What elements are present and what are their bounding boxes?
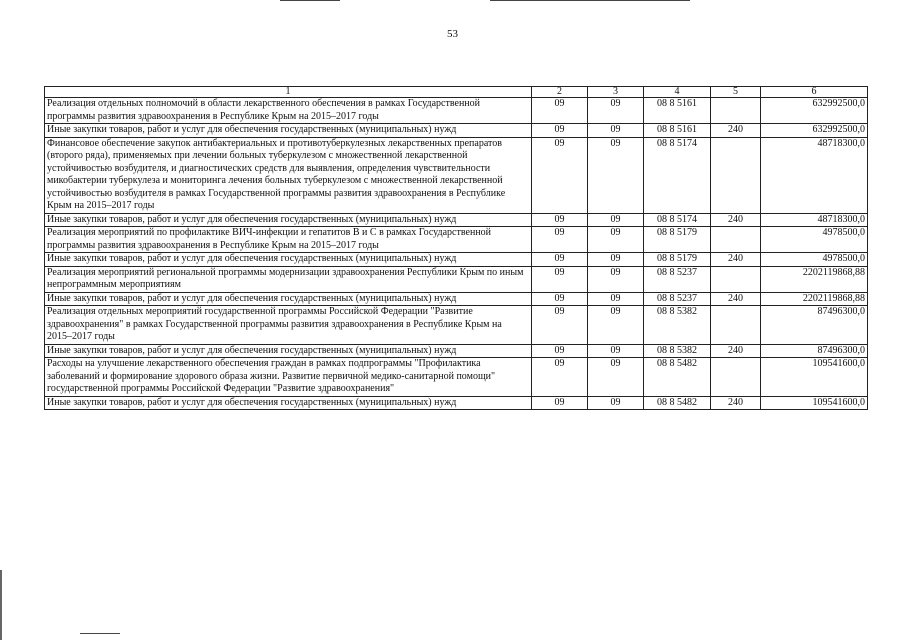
row-c3: 09 <box>588 306 644 345</box>
row-c3: 09 <box>588 213 644 227</box>
row-c2: 09 <box>532 253 588 267</box>
row-c3: 09 <box>588 227 644 253</box>
bottom-rule <box>80 633 120 634</box>
row-c4: 08 8 5161 <box>644 124 711 138</box>
row-c3: 09 <box>588 266 644 292</box>
row-c5 <box>711 137 761 213</box>
row-c3: 09 <box>588 137 644 213</box>
row-amount: 632992500,0 <box>761 98 868 124</box>
row-c5: 240 <box>711 344 761 358</box>
table-row <box>45 124 868 138</box>
table-row <box>45 266 868 292</box>
header-row <box>45 87 868 98</box>
row-c4: 08 8 5174 <box>644 137 711 213</box>
row-amount: 109541600,0 <box>761 358 868 397</box>
col-header-3: 3 <box>588 87 644 98</box>
row-name: Иные закупки товаров, работ и услуг для обеспечения государственных (муниципальных) нужд <box>45 124 532 138</box>
row-c2: 09 <box>532 137 588 213</box>
row-c4: 08 8 5482 <box>644 396 711 410</box>
row-name: Расходы на улучшение лекарственного обеспечения граждан в рамках подпрограммы "Профилактика заболеваний и формирование здорового образа жизни. Развитие первичной медико-санитарной помощи" государственной программы Российской Федерации "Развитие здравоохранения" <box>45 358 532 397</box>
row-name: Иные закупки товаров, работ и услуг для обеспечения государственных (муниципальных) нужд <box>45 396 532 410</box>
row-c5: 240 <box>711 213 761 227</box>
table-row <box>45 396 868 410</box>
row-c2: 09 <box>532 124 588 138</box>
table-row <box>45 253 868 267</box>
table-row <box>45 213 868 227</box>
row-c2: 09 <box>532 213 588 227</box>
col-header-1: 1 <box>45 87 532 98</box>
table-row <box>45 137 868 213</box>
row-amount: 87496300,0 <box>761 344 868 358</box>
left-margin-mark <box>0 570 2 640</box>
row-amount: 48718300,0 <box>761 137 868 213</box>
row-c3: 09 <box>588 358 644 397</box>
row-c2: 09 <box>532 227 588 253</box>
col-header-5: 5 <box>711 87 761 98</box>
row-c5: 240 <box>711 292 761 306</box>
budget-table <box>44 86 868 410</box>
row-c4: 08 8 5179 <box>644 227 711 253</box>
table-row <box>45 292 868 306</box>
row-c5 <box>711 306 761 345</box>
row-c4: 08 8 5382 <box>644 344 711 358</box>
row-c4: 08 8 5382 <box>644 306 711 345</box>
row-amount: 109541600,0 <box>761 396 868 410</box>
row-name: Финансовое обеспечение закупок антибактериальных и противотуберкулезных лекарственных препаратов (второго ряда), применяемых при лечении больных туберкулезом с множественной лекарственной устойчивостью возбудителя, и диагностических средств для выявления, определения чувствительности микобактерии туберкулеза и мониторинга лечения больных туберкулезом с множественной лекарственной устойчивостью возбудителя в рамках Государственной программы развития здравоохранения в Республике Крым на 2015–2017 годы <box>45 137 532 213</box>
col-header-4: 4 <box>644 87 711 98</box>
top-rule-right <box>490 0 690 1</box>
top-rule-left <box>280 0 340 1</box>
row-c4: 08 8 5237 <box>644 292 711 306</box>
row-c3: 09 <box>588 292 644 306</box>
row-name: Иные закупки товаров, работ и услуг для обеспечения государственных (муниципальных) нужд <box>45 344 532 358</box>
table-row <box>45 358 868 397</box>
row-c5: 240 <box>711 124 761 138</box>
row-name: Иные закупки товаров, работ и услуг для обеспечения государственных (муниципальных) нужд <box>45 292 532 306</box>
row-c5 <box>711 98 761 124</box>
row-c4: 08 8 5482 <box>644 358 711 397</box>
col-header-6: 6 <box>761 87 868 98</box>
row-c2: 09 <box>532 396 588 410</box>
row-c3: 09 <box>588 98 644 124</box>
row-c4: 08 8 5161 <box>644 98 711 124</box>
row-c5 <box>711 266 761 292</box>
row-c5 <box>711 358 761 397</box>
row-c3: 09 <box>588 124 644 138</box>
row-amount: 2202119868,88 <box>761 266 868 292</box>
row-c4: 08 8 5174 <box>644 213 711 227</box>
row-amount: 48718300,0 <box>761 213 868 227</box>
table-row <box>45 306 868 345</box>
table-row <box>45 98 868 124</box>
row-amount: 4978500,0 <box>761 253 868 267</box>
row-name: Реализация мероприятий по профилактике ВИЧ-инфекции и гепатитов В и С в рамках Государственной программы развития здравоохранения в Республике Крым на 2015–2017 годы <box>45 227 532 253</box>
row-c5 <box>711 227 761 253</box>
row-amount: 87496300,0 <box>761 306 868 345</box>
row-c4: 08 8 5179 <box>644 253 711 267</box>
table-row <box>45 227 868 253</box>
page-number: 53 <box>447 28 458 40</box>
row-c5: 240 <box>711 396 761 410</box>
row-c2: 09 <box>532 98 588 124</box>
row-c2: 09 <box>532 358 588 397</box>
row-name: Реализация отдельных полномочий в области лекарственного обеспечения в рамках Государственной программы развития здравоохранения в Республике Крым на 2015–2017 годы <box>45 98 532 124</box>
row-c3: 09 <box>588 344 644 358</box>
row-name: Иные закупки товаров, работ и услуг для обеспечения государственных (муниципальных) нужд <box>45 253 532 267</box>
row-amount: 4978500,0 <box>761 227 868 253</box>
row-c2: 09 <box>532 344 588 358</box>
col-header-2: 2 <box>532 87 588 98</box>
row-name: Реализация мероприятий региональной программы модернизации здравоохранения Республики Крым по иным непрограммным мероприятиям <box>45 266 532 292</box>
row-c2: 09 <box>532 292 588 306</box>
row-name: Реализация отдельных мероприятий государственной программы Российской Федерации "Развитие здравоохранения" в рамках Государственной программы развития здравоохранения в Республике Крым на 2015–2017 годы <box>45 306 532 345</box>
row-name: Иные закупки товаров, работ и услуг для обеспечения государственных (муниципальных) нужд <box>45 213 532 227</box>
row-c4: 08 8 5237 <box>644 266 711 292</box>
row-c2: 09 <box>532 306 588 345</box>
row-c3: 09 <box>588 396 644 410</box>
row-c2: 09 <box>532 266 588 292</box>
row-amount: 632992500,0 <box>761 124 868 138</box>
row-c5: 240 <box>711 253 761 267</box>
table-row <box>45 344 868 358</box>
row-c3: 09 <box>588 253 644 267</box>
row-amount: 2202119868,88 <box>761 292 868 306</box>
